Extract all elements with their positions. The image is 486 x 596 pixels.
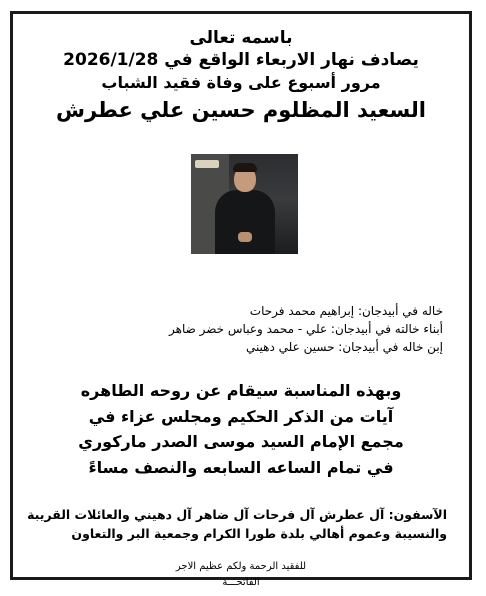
header-occasion: مرور أسبوع على وفاة فقيد الشباب (101, 73, 381, 92)
relative-line: خاله في أبيدجان: إبراهيم محمد فرحات (249, 304, 443, 318)
mourners-line: الآسفون: آل عطرش آل فرحات آل ضاهر آل دهيني والعائلات القريبة (27, 507, 447, 522)
announcement-line: وبهذه المناسبة سيقام عن روحه الطاهره (80, 381, 402, 400)
closing-fatiha: الفاتحـــة (222, 577, 260, 588)
closing-line: للفقيد الرحمة ولكم عظيم الاجر (175, 561, 307, 572)
announcement-line: آيات من الذكر الحكيم ومجلس عزاء في (88, 407, 394, 426)
mourners-line: والنسيبة وعموم أهالي بلدة طورا الكرام وجمعية البر والتعاون (71, 526, 447, 541)
header-date-line: يصادف نهار الاربعاء الواقع في 2026/1/28 (63, 50, 419, 70)
deceased-name: السعيد المظلوم حسين علي عطرش (56, 98, 426, 122)
header-basmala: باسمه تعالى (189, 28, 293, 48)
relative-line: أبناء خالته في أبيدجان: علي - محمد وعباس خضر ضاهر (169, 322, 443, 336)
announcement-line: مجمع الإمام السيد موسى الصدر ماركوري (78, 432, 404, 451)
document-frame (10, 11, 472, 588)
portrait-photo (191, 154, 298, 254)
announcement-line: في تمام الساعه السابعه والنصف مساءً (88, 458, 394, 477)
relative-line: إبن خاله في أبيدجان: حسين علي دهيني (245, 340, 443, 354)
